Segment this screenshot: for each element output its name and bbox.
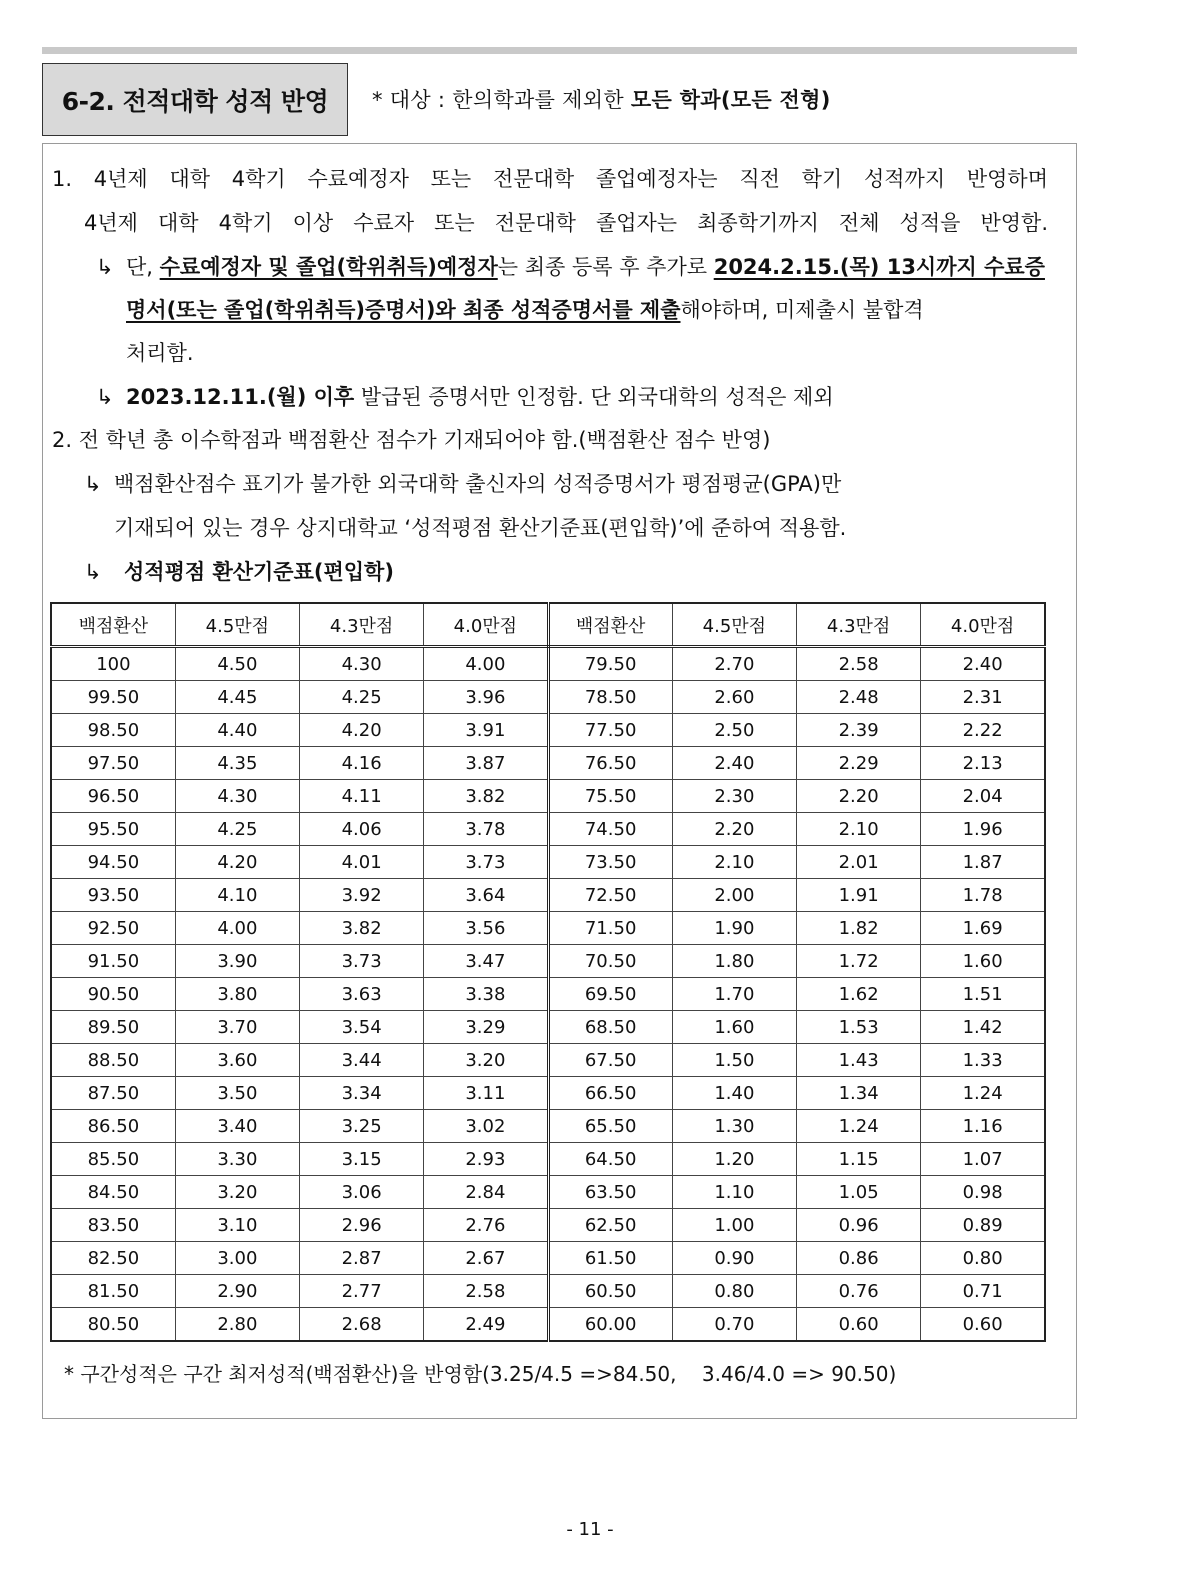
table-row bbox=[51, 681, 1045, 714]
table-cell: 2.60 bbox=[672, 681, 796, 714]
table-cell: 92.50 bbox=[51, 912, 175, 945]
table-cell: 2.48 bbox=[797, 681, 921, 714]
table-cell: 95.50 bbox=[51, 813, 175, 846]
table-row bbox=[51, 1209, 1045, 1242]
note3-line1: ↳ 백점환산점수 표기가 불가한 외국대학 출신자의 성적증명서가 평점평균(GPA)만 bbox=[84, 469, 841, 499]
section-title bbox=[42, 63, 348, 136]
table-cell: 4.30 bbox=[300, 647, 424, 681]
table-cell: 2.31 bbox=[921, 681, 1045, 714]
table-cell: 80.50 bbox=[51, 1308, 175, 1342]
table-cell: 3.34 bbox=[300, 1077, 424, 1110]
page-number: - 11 - bbox=[566, 1519, 614, 1540]
note4-line bbox=[84, 557, 394, 587]
table-cell: 79.50 bbox=[548, 647, 672, 681]
table-cell: 2.87 bbox=[300, 1242, 424, 1275]
table-cell: 2.50 bbox=[672, 714, 796, 747]
table-cell: 4.50 bbox=[175, 647, 299, 681]
table-cell: 99.50 bbox=[51, 681, 175, 714]
note1-line2: 명서(또는 졸업(학위취득)증명서)와 최종 성적증명서를 제출해야하며, 미제출시 불합격 bbox=[126, 298, 924, 322]
table-cell: 3.47 bbox=[424, 945, 548, 978]
table-row bbox=[51, 1242, 1045, 1275]
table-header-cell: 4.0만점 bbox=[921, 603, 1045, 647]
table-row bbox=[51, 1143, 1045, 1176]
table-cell: 66.50 bbox=[548, 1077, 672, 1110]
table-cell: 2.39 bbox=[797, 714, 921, 747]
table-row bbox=[51, 1110, 1045, 1143]
table-cell: 2.20 bbox=[672, 813, 796, 846]
table-cell: 1.30 bbox=[672, 1110, 796, 1143]
table-cell: 4.30 bbox=[175, 780, 299, 813]
note1-emph: 수료예정자 및 졸업(학위취득)예정자 bbox=[159, 255, 498, 279]
note1-docs: 명서(또는 졸업(학위취득)증명서)와 최종 성적증명서를 제출 bbox=[126, 298, 681, 322]
table-cell: 85.50 bbox=[51, 1143, 175, 1176]
table-cell: 3.50 bbox=[175, 1077, 299, 1110]
table-cell: 1.10 bbox=[672, 1176, 796, 1209]
table-cell: 72.50 bbox=[548, 879, 672, 912]
table-cell: 4.11 bbox=[300, 780, 424, 813]
table-cell: 3.82 bbox=[300, 912, 424, 945]
table-cell: 3.92 bbox=[300, 879, 424, 912]
table-cell: 2.58 bbox=[797, 647, 921, 681]
table-cell: 3.02 bbox=[424, 1110, 548, 1143]
note1-line3: 처리함. bbox=[126, 341, 194, 365]
table-cell: 75.50 bbox=[548, 780, 672, 813]
table-cell: 4.40 bbox=[175, 714, 299, 747]
table-cell: 1.51 bbox=[921, 978, 1045, 1011]
table-cell: 3.78 bbox=[424, 813, 548, 846]
table-cell: 2.68 bbox=[300, 1308, 424, 1342]
table-row bbox=[51, 647, 1045, 681]
table-cell: 70.50 bbox=[548, 945, 672, 978]
table-cell: 1.80 bbox=[672, 945, 796, 978]
note3-line2: 기재되어 있는 경우 상지대학교 ‘성적평점 환산기준표(편입학)’에 준하여 적용함. bbox=[114, 516, 847, 540]
table-cell: 67.50 bbox=[548, 1044, 672, 1077]
table-cell: 2.20 bbox=[797, 780, 921, 813]
table-cell: 3.38 bbox=[424, 978, 548, 1011]
table-cell: 3.80 bbox=[175, 978, 299, 1011]
table-cell: 62.50 bbox=[548, 1209, 672, 1242]
table-cell: 83.50 bbox=[51, 1209, 175, 1242]
table-cell: 2.49 bbox=[424, 1308, 548, 1342]
table-cell: 1.70 bbox=[672, 978, 796, 1011]
table-cell: 61.50 bbox=[548, 1242, 672, 1275]
note2-date: 2023.12.11.(월) 이후 bbox=[126, 385, 355, 409]
table-cell: 1.34 bbox=[797, 1077, 921, 1110]
table-cell: 1.33 bbox=[921, 1044, 1045, 1077]
table-cell: 1.69 bbox=[921, 912, 1045, 945]
table-cell: 1.40 bbox=[672, 1077, 796, 1110]
table-row bbox=[51, 846, 1045, 879]
table-cell: 0.80 bbox=[672, 1275, 796, 1308]
table-cell: 3.11 bbox=[424, 1077, 548, 1110]
table-cell: 2.13 bbox=[921, 747, 1045, 780]
table-cell: 3.40 bbox=[175, 1110, 299, 1143]
table-cell: 0.96 bbox=[797, 1209, 921, 1242]
table-cell: 1.43 bbox=[797, 1044, 921, 1077]
table-cell: 81.50 bbox=[51, 1275, 175, 1308]
table-cell: 2.29 bbox=[797, 747, 921, 780]
section-title-text: 6-2. 전적대학 성적 반영 bbox=[61, 86, 329, 116]
item1-line1: 1. 4년제 대학 4학기 수료예정자 또는 전문대학 졸업예정자는 직전 학기 성적까지 반영하며 bbox=[52, 167, 1048, 191]
arrow-icon: ↳ bbox=[84, 472, 102, 496]
table-cell: 2.01 bbox=[797, 846, 921, 879]
table-cell: 60.50 bbox=[548, 1275, 672, 1308]
table-row bbox=[51, 813, 1045, 846]
table-cell: 96.50 bbox=[51, 780, 175, 813]
table-cell: 0.98 bbox=[921, 1176, 1045, 1209]
top-rule bbox=[42, 47, 1077, 54]
table-cell: 90.50 bbox=[51, 978, 175, 1011]
table-cell: 69.50 bbox=[548, 978, 672, 1011]
table-row bbox=[51, 945, 1045, 978]
table-cell: 2.84 bbox=[424, 1176, 548, 1209]
table-cell: 2.22 bbox=[921, 714, 1045, 747]
table-cell: 3.82 bbox=[424, 780, 548, 813]
table-cell: 1.05 bbox=[797, 1176, 921, 1209]
table-row bbox=[51, 1044, 1045, 1077]
table-cell: 3.91 bbox=[424, 714, 548, 747]
table-cell: 2.58 bbox=[424, 1275, 548, 1308]
table-cell: 76.50 bbox=[548, 747, 672, 780]
table-cell: 3.44 bbox=[300, 1044, 424, 1077]
table-cell: 2.77 bbox=[300, 1275, 424, 1308]
table-cell: 2.40 bbox=[921, 647, 1045, 681]
target-bold: 모든 학과(모든 전형) bbox=[630, 88, 831, 112]
table-cell: 2.30 bbox=[672, 780, 796, 813]
table-cell: 1.42 bbox=[921, 1011, 1045, 1044]
table-cell: 73.50 bbox=[548, 846, 672, 879]
table-header-cell: 백점환산 bbox=[51, 603, 175, 647]
table-cell: 1.60 bbox=[672, 1011, 796, 1044]
table-cell: 1.15 bbox=[797, 1143, 921, 1176]
table-cell: 4.10 bbox=[175, 879, 299, 912]
table-cell: 4.35 bbox=[175, 747, 299, 780]
table-cell: 4.01 bbox=[300, 846, 424, 879]
table-cell: 1.96 bbox=[921, 813, 1045, 846]
note2-line: ↳ 2023.12.11.(월) 이후 발급된 증명서만 인정함. 단 외국대학의 성적은 제외 bbox=[96, 382, 834, 412]
table-cell: 84.50 bbox=[51, 1176, 175, 1209]
table-cell: 4.16 bbox=[300, 747, 424, 780]
table-cell: 82.50 bbox=[51, 1242, 175, 1275]
table-row bbox=[51, 747, 1045, 780]
table-cell: 1.90 bbox=[672, 912, 796, 945]
arrow-icon: ↳ bbox=[96, 385, 114, 409]
table-row bbox=[51, 1176, 1045, 1209]
item2-line1: 2. 전 학년 총 이수학점과 백점환산 점수가 기재되어야 함.(백점환산 점수 반영) bbox=[52, 428, 771, 452]
table-cell: 1.78 bbox=[921, 879, 1045, 912]
note1-line1: ↳ 단, 수료예정자 및 졸업(학위취득)예정자는 최종 등록 후 추가로 2024.2.15.(목) 13시까지 수료증 bbox=[96, 252, 1048, 282]
table-cell: 2.80 bbox=[175, 1308, 299, 1342]
table-cell: 64.50 bbox=[548, 1143, 672, 1176]
table-header-cell: 4.0만점 bbox=[424, 603, 548, 647]
table-cell: 91.50 bbox=[51, 945, 175, 978]
item1-line2: 4년제 대학 4학기 이상 수료자 또는 전문대학 졸업자는 최종학기까지 전체 성적을 반영함. bbox=[84, 211, 1048, 235]
table-cell: 4.45 bbox=[175, 681, 299, 714]
table-row bbox=[51, 1077, 1045, 1110]
table-cell: 3.10 bbox=[175, 1209, 299, 1242]
target-prefix: * 대상 : 한의학과를 제외한 bbox=[372, 88, 631, 112]
table-cell: 0.90 bbox=[672, 1242, 796, 1275]
table-cell: 3.70 bbox=[175, 1011, 299, 1044]
table-cell: 2.04 bbox=[921, 780, 1045, 813]
table-cell: 3.60 bbox=[175, 1044, 299, 1077]
table-cell: 78.50 bbox=[548, 681, 672, 714]
note1-deadline: 2024.2.15.(목) 13시까지 수료증 bbox=[713, 255, 1045, 279]
table-cell: 89.50 bbox=[51, 1011, 175, 1044]
table-row bbox=[51, 1275, 1045, 1308]
table-cell: 60.00 bbox=[548, 1308, 672, 1342]
table-cell: 0.76 bbox=[797, 1275, 921, 1308]
table-cell: 77.50 bbox=[548, 714, 672, 747]
table-cell: 88.50 bbox=[51, 1044, 175, 1077]
arrow-icon: ↳ bbox=[96, 255, 114, 279]
footnote: * 구간성적은 구간 최저성적(백점환산)을 반영함(3.25/4.5 =>84.50, 3.46/4.0 => 90.50) bbox=[64, 1362, 897, 1386]
table-header-cell: 백점환산 bbox=[548, 603, 672, 647]
table-cell: 0.80 bbox=[921, 1242, 1045, 1275]
table-cell: 4.00 bbox=[175, 912, 299, 945]
table-cell: 3.63 bbox=[300, 978, 424, 1011]
table-body bbox=[51, 647, 1045, 1342]
table-cell: 94.50 bbox=[51, 846, 175, 879]
table-cell: 1.87 bbox=[921, 846, 1045, 879]
table-cell: 0.60 bbox=[797, 1308, 921, 1342]
table-cell: 2.96 bbox=[300, 1209, 424, 1242]
table-cell: 2.76 bbox=[424, 1209, 548, 1242]
table-cell: 1.16 bbox=[921, 1110, 1045, 1143]
table-cell: 93.50 bbox=[51, 879, 175, 912]
arrow-icon: ↳ bbox=[84, 560, 102, 584]
table-cell: 4.20 bbox=[175, 846, 299, 879]
table-cell: 1.91 bbox=[797, 879, 921, 912]
table-cell: 1.24 bbox=[797, 1110, 921, 1143]
table-cell: 97.50 bbox=[51, 747, 175, 780]
table-cell: 1.62 bbox=[797, 978, 921, 1011]
table-cell: 1.24 bbox=[921, 1077, 1045, 1110]
table-cell: 4.25 bbox=[300, 681, 424, 714]
table-cell: 68.50 bbox=[548, 1011, 672, 1044]
table-cell: 1.82 bbox=[797, 912, 921, 945]
target-line bbox=[372, 84, 831, 114]
table-header-row bbox=[51, 603, 1045, 647]
table-cell: 0.89 bbox=[921, 1209, 1045, 1242]
table-cell: 4.25 bbox=[175, 813, 299, 846]
table-cell: 86.50 bbox=[51, 1110, 175, 1143]
table-cell: 1.07 bbox=[921, 1143, 1045, 1176]
table-cell: 63.50 bbox=[548, 1176, 672, 1209]
table-row bbox=[51, 1308, 1045, 1342]
table-cell: 1.20 bbox=[672, 1143, 796, 1176]
table-cell: 2.40 bbox=[672, 747, 796, 780]
table-cell: 0.60 bbox=[921, 1308, 1045, 1342]
table-cell: 3.15 bbox=[300, 1143, 424, 1176]
table-cell: 1.72 bbox=[797, 945, 921, 978]
table-cell: 3.29 bbox=[424, 1011, 548, 1044]
table-cell: 3.73 bbox=[424, 846, 548, 879]
table-cell: 3.73 bbox=[300, 945, 424, 978]
table-cell: 3.56 bbox=[424, 912, 548, 945]
table-header-cell: 4.3만점 bbox=[797, 603, 921, 647]
table-cell: 4.20 bbox=[300, 714, 424, 747]
table-cell: 3.90 bbox=[175, 945, 299, 978]
table-cell: 71.50 bbox=[548, 912, 672, 945]
table-cell: 3.06 bbox=[300, 1176, 424, 1209]
table-caption: 성적평점 환산기준표(편입학) bbox=[124, 560, 394, 584]
conversion-table bbox=[50, 602, 1046, 1342]
table-cell: 3.25 bbox=[300, 1110, 424, 1143]
table-cell: 0.86 bbox=[797, 1242, 921, 1275]
table-cell: 3.20 bbox=[424, 1044, 548, 1077]
table-cell: 100 bbox=[51, 647, 175, 681]
table-row bbox=[51, 780, 1045, 813]
table-header-cell: 4.5만점 bbox=[672, 603, 796, 647]
table-row bbox=[51, 879, 1045, 912]
table-row bbox=[51, 912, 1045, 945]
table-cell: 1.50 bbox=[672, 1044, 796, 1077]
table-cell: 0.71 bbox=[921, 1275, 1045, 1308]
table-cell: 98.50 bbox=[51, 714, 175, 747]
table-cell: 74.50 bbox=[548, 813, 672, 846]
table-cell: 1.60 bbox=[921, 945, 1045, 978]
table-cell: 2.10 bbox=[797, 813, 921, 846]
table-cell: 87.50 bbox=[51, 1077, 175, 1110]
table-row bbox=[51, 978, 1045, 1011]
table-cell: 0.70 bbox=[672, 1308, 796, 1342]
table-cell: 3.30 bbox=[175, 1143, 299, 1176]
table-cell: 3.00 bbox=[175, 1242, 299, 1275]
table-cell: 4.00 bbox=[424, 647, 548, 681]
table-cell: 2.70 bbox=[672, 647, 796, 681]
table-cell: 2.67 bbox=[424, 1242, 548, 1275]
table-cell: 2.00 bbox=[672, 879, 796, 912]
table-cell: 2.90 bbox=[175, 1275, 299, 1308]
table-cell: 3.64 bbox=[424, 879, 548, 912]
table-cell: 3.87 bbox=[424, 747, 548, 780]
table-cell: 4.06 bbox=[300, 813, 424, 846]
table-cell: 3.20 bbox=[175, 1176, 299, 1209]
table-cell: 2.10 bbox=[672, 846, 796, 879]
table-header-cell: 4.5만점 bbox=[175, 603, 299, 647]
table-row bbox=[51, 1011, 1045, 1044]
table-cell: 3.96 bbox=[424, 681, 548, 714]
table-cell: 2.93 bbox=[424, 1143, 548, 1176]
table-cell: 1.53 bbox=[797, 1011, 921, 1044]
table-cell: 65.50 bbox=[548, 1110, 672, 1143]
table-cell: 1.00 bbox=[672, 1209, 796, 1242]
table-header-cell: 4.3만점 bbox=[300, 603, 424, 647]
table-row bbox=[51, 714, 1045, 747]
table-cell: 3.54 bbox=[300, 1011, 424, 1044]
